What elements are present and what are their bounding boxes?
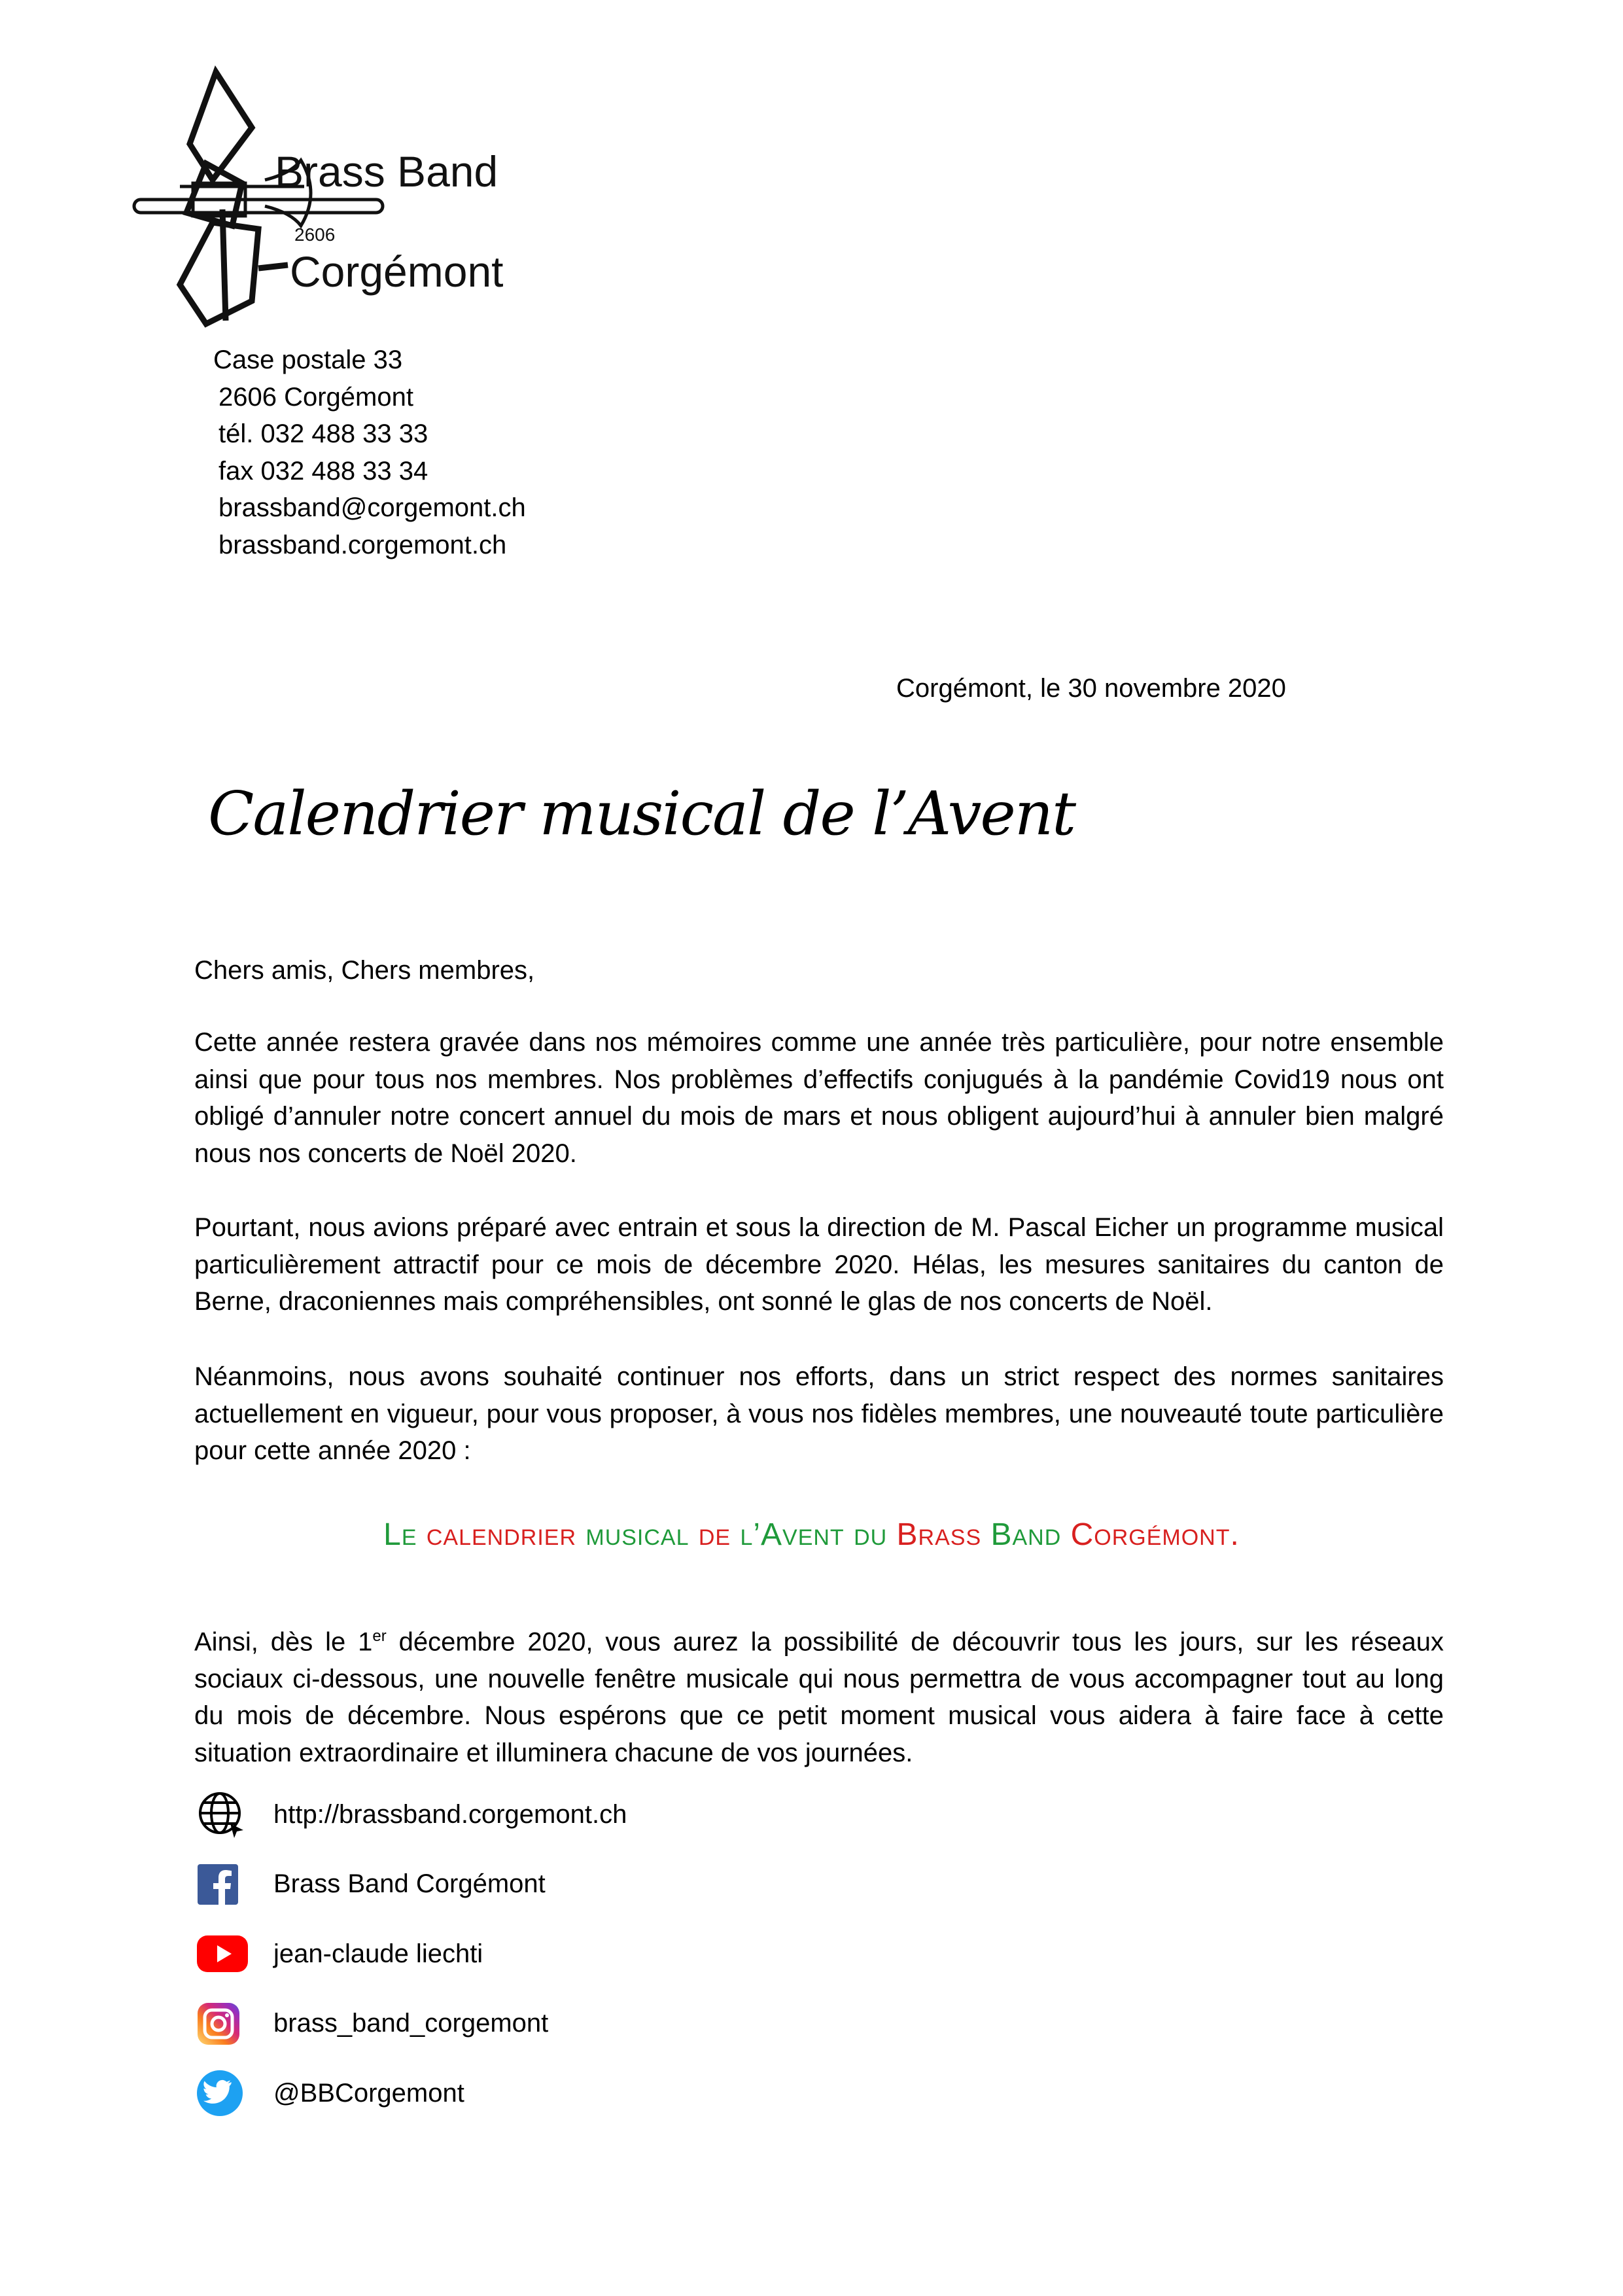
logo-number: 2606: [294, 224, 336, 245]
link-website[interactable]: [196, 1780, 627, 1850]
globe-icon: [196, 1788, 249, 1841]
address-website[interactable]: brassband.corgemont.ch: [218, 530, 507, 559]
highlight-word: de: [698, 1517, 731, 1552]
logo-line2: Corgémont: [290, 247, 504, 296]
highlight-word: calendrier: [426, 1517, 577, 1552]
link-youtube[interactable]: [196, 1919, 483, 1989]
instagram-icon: [196, 1998, 249, 2050]
paragraph-2: Pourtant, nous avions préparé avec entrain et sous la direction de M. Pascal Eicher un programme musical particulièrement attractif pour ce mois de décembre 2020. Hélas, les mesures sanitaires du canton de Berne, draconiennes mais compréhensibles, ont sonné le glas de nos concerts de Noël.: [194, 1213, 1444, 1316]
address-line1: Case postale 33: [213, 345, 403, 374]
brass-band-logo: [128, 65, 533, 334]
social-links: [196, 1780, 627, 2128]
facebook-icon: [196, 1858, 249, 1911]
paragraph-4: [194, 1618, 1444, 1771]
paragraph-4-rest: décembre 2020, vous aurez la possibilité de découvrir tous les jours, sur les réseaux sociaux ci-dessous, une nouvelle fenêtre musicale qui nous permettra de vous accompagner tout au long du mois de décembre. Nous espérons que ce petit moment musical vous aidera à faire face à cette situation extraordinaire et illuminera chacune de vos journées.: [194, 1627, 1444, 1767]
link-text[interactable]: jean-claude liechti: [273, 1939, 483, 1968]
link-facebook[interactable]: [196, 1850, 546, 1920]
highlight-word: Corgémont.: [1070, 1517, 1240, 1552]
youtube-icon: [196, 1928, 249, 1980]
highlight-word: Band: [990, 1517, 1062, 1552]
link-text[interactable]: brass_band_corgemont: [273, 2009, 549, 2038]
address-block: [213, 342, 526, 563]
page-title: Calendrier musical de l’Avent: [208, 779, 1075, 849]
ordinal-superscript: er: [372, 1627, 387, 1645]
link-text[interactable]: @BBCorgemont: [273, 2078, 464, 2108]
letter-date: Corgémont, le 30 novembre 2020: [896, 674, 1286, 703]
twitter-icon: [196, 2067, 249, 2119]
highlight-word: du: [854, 1517, 888, 1552]
highlight-word: Brass: [896, 1517, 982, 1552]
link-text[interactable]: Brass Band Corgémont: [273, 1869, 546, 1899]
address-line2: 2606 Corgémont: [218, 382, 413, 412]
link-text[interactable]: http://brassband.corgemont.ch: [273, 1799, 627, 1829]
highlight-word: Le: [383, 1517, 417, 1552]
greeting: Chers amis, Chers membres,: [194, 956, 535, 985]
link-instagram[interactable]: [196, 1989, 549, 2059]
highlight-word: l’Avent: [740, 1517, 845, 1552]
logo-line1: Brass Band: [275, 147, 498, 196]
address-email[interactable]: brassband@corgemont.ch: [218, 493, 526, 522]
address-phone: tél. 032 488 33 33: [218, 419, 428, 448]
paragraph-1: Cette année restera gravée dans nos mémoires comme une année très particulière, pour notre ensemble ainsi que pour tous nos membres. Nos problèmes d’effectifs conjugués à la pandémie Covid19 nous ont obligé d’annuler notre concert annuel du mois de mars et nous obligent aujourd’hui à annuler bien malgré nous nos concerts de Noël 2020.: [194, 1028, 1444, 1168]
highlight-word: musical: [585, 1517, 689, 1552]
address-fax: fax 032 488 33 34: [218, 456, 428, 486]
highlight-line: [0, 1517, 1623, 1553]
paragraph-4-start: Ainsi, dès le 1: [194, 1627, 373, 1657]
link-twitter[interactable]: [196, 2058, 464, 2128]
paragraph-3: Néanmoins, nous avons souhaité continuer nos efforts, dans un strict respect des normes sanitaires actuellement en vigueur, pour vous proposer, à vous nos fidèles membres, une nouveauté toute particulière pour cette année 2020 :: [194, 1362, 1444, 1465]
